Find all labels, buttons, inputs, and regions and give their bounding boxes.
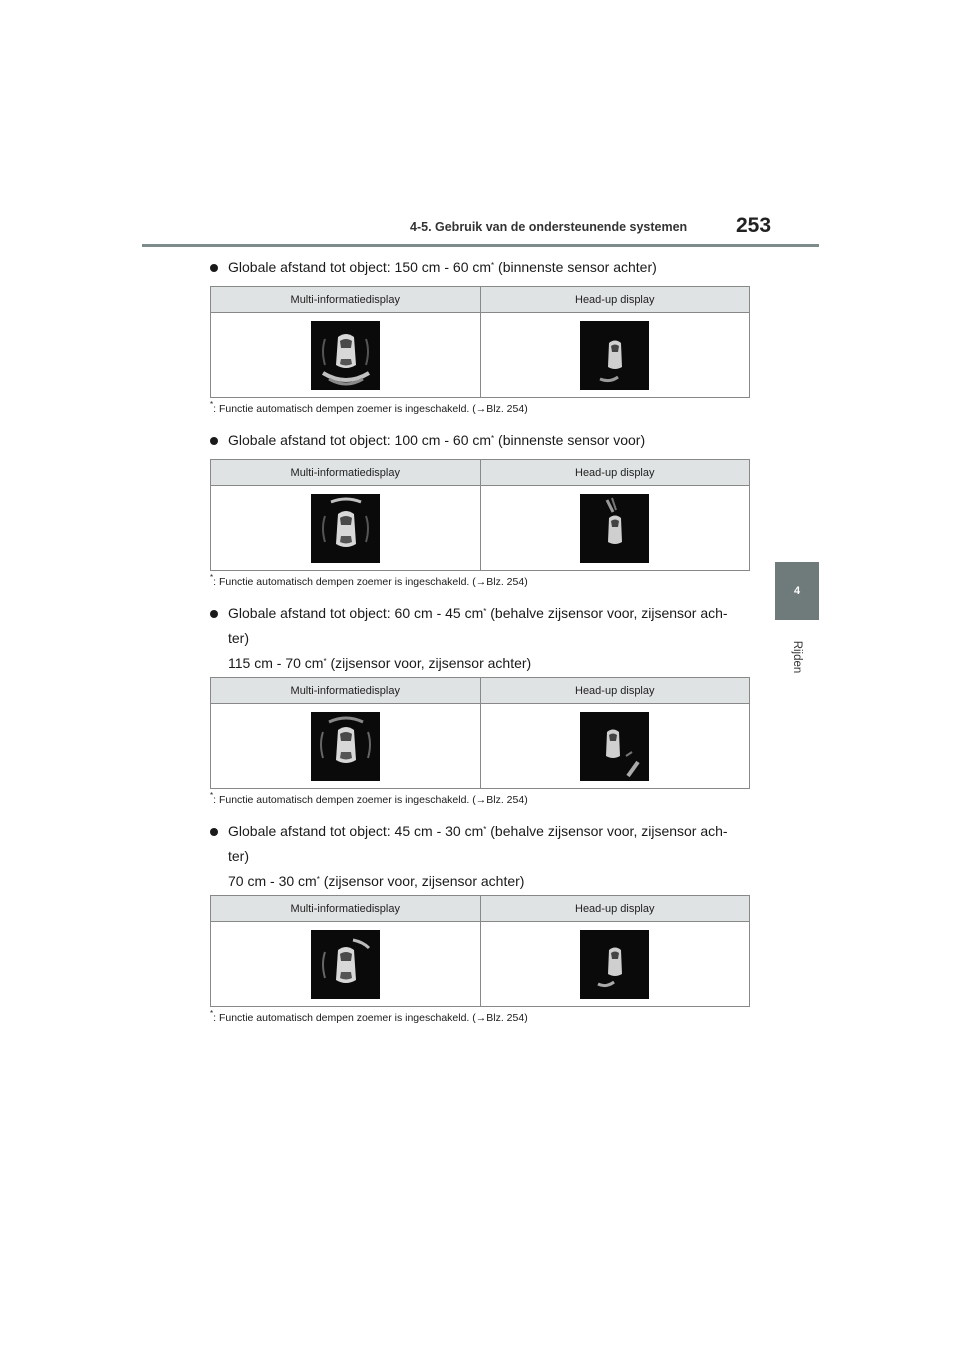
- chapter-number: 4: [793, 585, 801, 597]
- column-header-mid: Multi-informatiedisplay: [211, 460, 481, 486]
- display-table-3: [210, 677, 750, 789]
- display-table-1: [210, 286, 750, 398]
- mid-image-front-inner: [311, 494, 380, 563]
- column-header-mid: Multi-informatiedisplay: [211, 896, 481, 922]
- column-header-hud: Head-up display: [480, 678, 749, 704]
- footnote-2: *: Functie automatisch dempen zoemer is ingeschakeld. (→Blz. 254): [210, 573, 528, 588]
- hud-image-close: [580, 930, 649, 999]
- section-2-heading: Globale afstand tot object: 100 cm - 60 cm* (binnenste sensor voor): [210, 429, 753, 452]
- bullet-icon: [210, 828, 218, 836]
- chapter-label: Rijden: [791, 640, 803, 674]
- hud-image-rear-inner: [580, 321, 649, 390]
- hud-image-side: [580, 712, 649, 781]
- page-number: 253: [736, 214, 772, 237]
- footnote-1: *: Functie automatisch dempen zoemer is ingeschakeld. (→Blz. 254): [210, 400, 528, 415]
- mid-image-side: [311, 712, 380, 781]
- footnote-4: *: Functie automatisch dempen zoemer is ingeschakeld. (→Blz. 254): [210, 1009, 528, 1024]
- header-divider: [142, 244, 819, 247]
- chapter-tab: [775, 562, 819, 620]
- column-header-mid: Multi-informatiedisplay: [211, 287, 481, 313]
- mid-image-rear-inner: [311, 321, 380, 390]
- bullet-icon: [210, 437, 218, 445]
- section-title: 4-5. Gebruik van de ondersteunende systemen: [410, 220, 688, 234]
- display-table-4: [210, 895, 750, 1007]
- mid-image-close: [311, 930, 380, 999]
- column-header-hud: Head-up display: [480, 287, 749, 313]
- section-1-heading: Globale afstand tot object: 150 cm - 60 cm* (binnenste sensor achter): [210, 256, 753, 279]
- section-3-heading: Globale afstand tot object: 60 cm - 45 cm* (behalve zijsensor voor, zijsensor ach- ter) 115 cm - 70 cm* (zijsensor voor, zijsensor achter): [210, 602, 753, 675]
- column-header-hud: Head-up display: [480, 460, 749, 486]
- display-table-2: [210, 459, 750, 571]
- column-header-hud: Head-up display: [480, 896, 749, 922]
- bullet-icon: [210, 610, 218, 618]
- footnote-3: *: Functie automatisch dempen zoemer is ingeschakeld. (→Blz. 254): [210, 791, 528, 806]
- column-header-mid: Multi-informatiedisplay: [211, 678, 481, 704]
- hud-image-front-inner: [580, 494, 649, 563]
- section-4-heading: Globale afstand tot object: 45 cm - 30 cm* (behalve zijsensor voor, zijsensor ach- ter) 70 cm - 30 cm* (zijsensor voor, zijsensor achter): [210, 820, 753, 893]
- bullet-icon: [210, 264, 218, 272]
